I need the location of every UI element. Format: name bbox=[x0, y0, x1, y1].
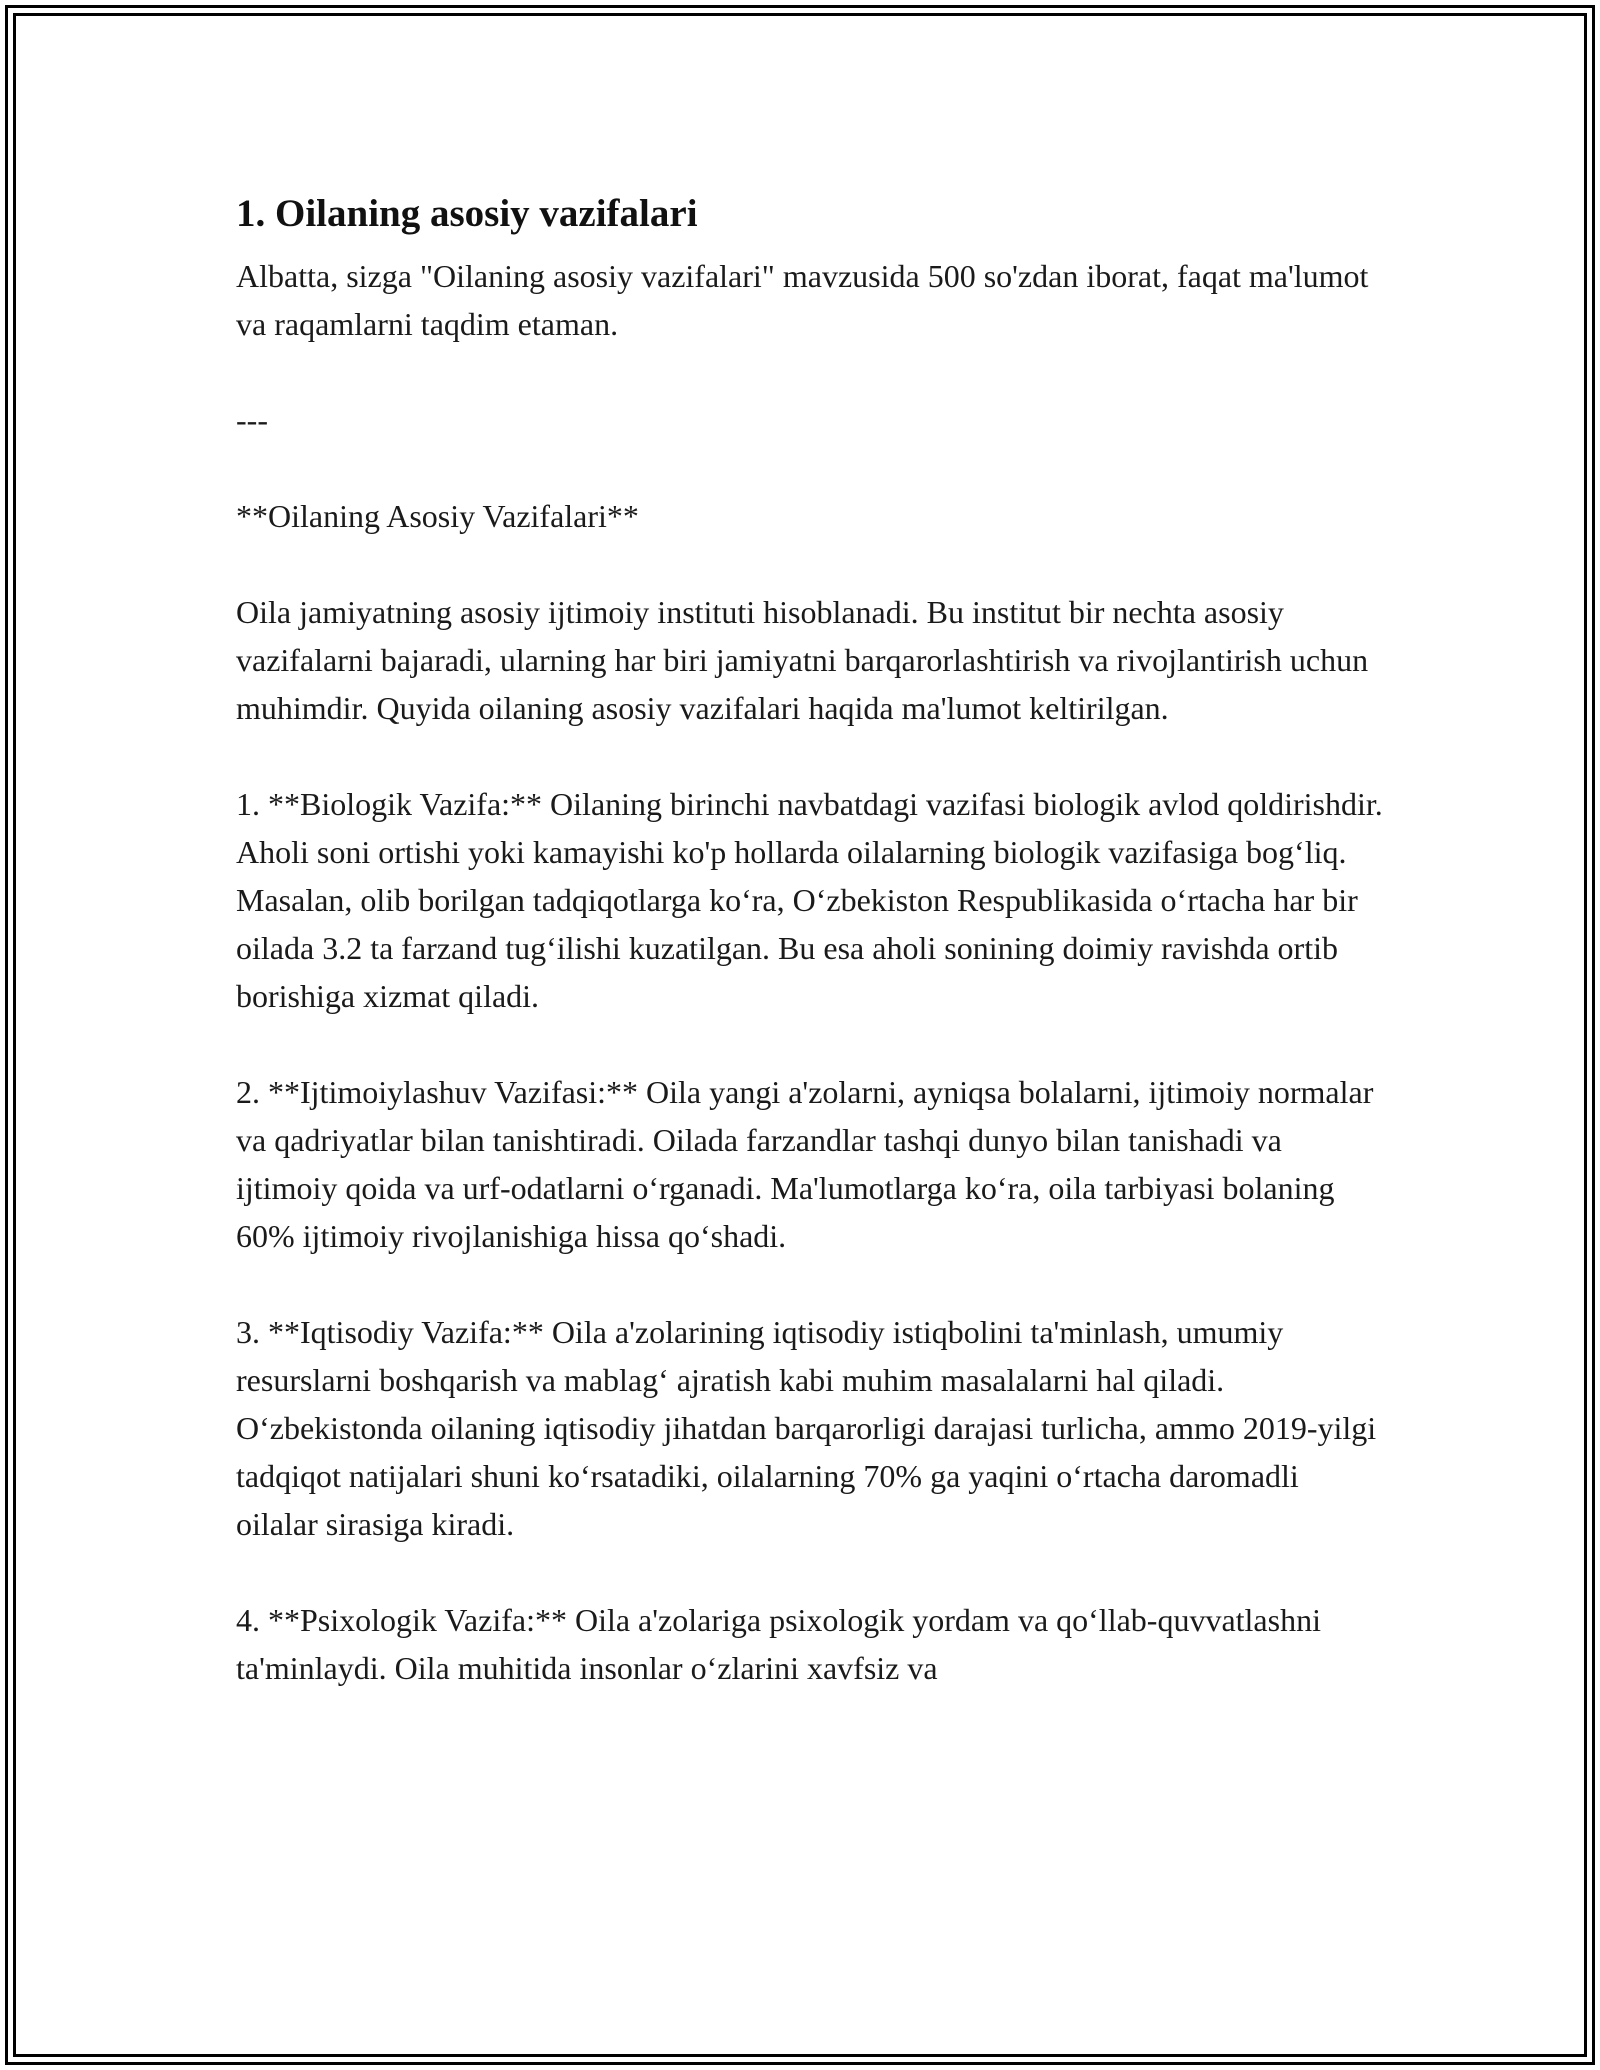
section-heading: 1. Oilaning asosiy vazifalari bbox=[236, 192, 698, 235]
overview-paragraph: Oila jamiyatning asosiy ijtimoiy instituti hisoblanadi. Bu institut bir nechta asosiy vazifalarni bajaradi, ularning har biri jamiyatni barqarorlashtirish va rivojlantirish uchun muhimdir. Quyida oilaning asosiy vazifalari haqida ma'lumot keltirilgan. bbox=[236, 594, 1369, 726]
intro-paragraph: Albatta, sizga "Oilaning asosiy vazifalari" mavzusida 500 so'zdan iborat, faqat ma'lumot va raqamlarni taqdim etaman. bbox=[236, 258, 1369, 342]
list-item-socialization: 2. **Ijtimoiylashuv Vazifasi:** Oila yangi a'zolarni, ayniqsa bolalarni, ijtimoiy normalar va qadriyatlar bilan tanishtiradi. Oilada farzandlar tashqi dunyo bilan tanishadi va ijtimoiy qoida va urf-odatlarni o‘rganadi. Ma'lumotlarga ko‘ra, oila tarbiyasi bolaning 60% ijtimoiy rivojlanishiga hissa qo‘shadi. bbox=[236, 1074, 1374, 1254]
list-item-biological: 1. **Biologik Vazifa:** Oilaning birinchi navbatdagi vazifasi biologik avlod qoldirishdir. Aholi soni ortishi yoki kamayishi ko'p hollarda oilalarning biologik vazifasiga bog‘liq. Masalan, olib borilgan tadqiqotlarga ko‘ra, O‘zbekiston Respublikasida o‘rtacha har bir oilada 3.2 ta farzand tug‘ilishi kuzatilgan. Bu esa aholi sonining doimiy ravishda ortib borishiga xizmat qiladi. bbox=[236, 786, 1383, 1014]
separator: --- bbox=[236, 402, 268, 438]
subtitle-paragraph: **Oilaning Asosiy Vazifalari** bbox=[236, 498, 639, 534]
document-body bbox=[236, 188, 1386, 1740]
list-item-economic: 3. **Iqtisodiy Vazifa:** Oila a'zolarining iqtisodiy istiqbolini ta'minlash, umumiy resurslarni boshqarish va mablag‘ ajratish kabi muhim masalalarni hal qiladi. O‘zbekistonda oilaning iqtisodiy jihatdan barqarorligi darajasi turlicha, ammo 2019-yilgi tadqiqot natijalari shuni ko‘rsatadiki, oilalarning 70% ga yaqini o‘rtacha daromadli oilalar sirasiga kiradi. bbox=[236, 1314, 1377, 1542]
list-item-psychological: 4. **Psixologik Vazifa:** Oila a'zolariga psixologik yordam va qo‘llab-quvvatlashni ta'minlaydi. Oila muhitida insonlar o‘zlarini xavfsiz va bbox=[236, 1602, 1321, 1686]
